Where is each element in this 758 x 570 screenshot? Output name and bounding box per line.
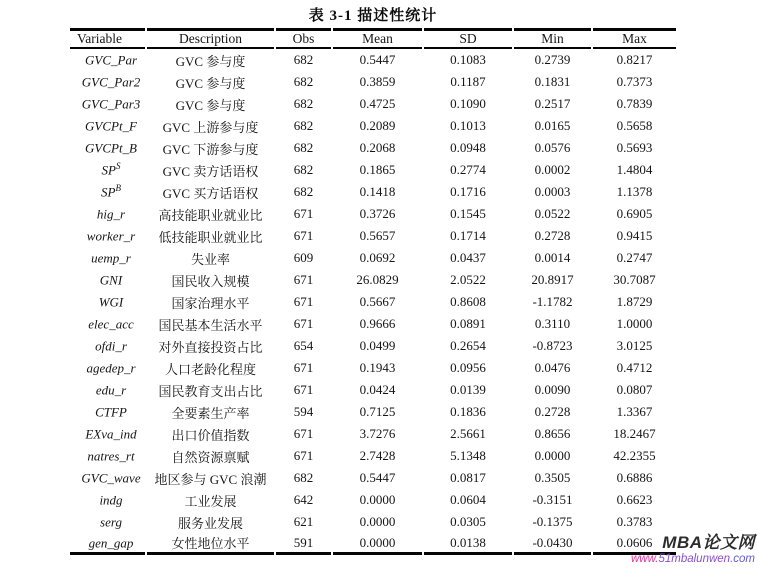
cell-variable bbox=[70, 401, 145, 423]
cell-description: 工业发展 bbox=[184, 493, 237, 509]
cell-mean: 0.9666 bbox=[359, 316, 396, 331]
cell-min: 0.0090 bbox=[534, 382, 571, 397]
variable-name: GVCPt_B bbox=[85, 140, 137, 156]
variable-name: uemp_r bbox=[91, 250, 131, 266]
cell-obs: 682 bbox=[293, 96, 314, 111]
cell-sd: 0.1836 bbox=[450, 404, 486, 419]
variable-name: GVC_Par3 bbox=[81, 96, 141, 112]
cell-obs: 671 bbox=[293, 316, 314, 331]
cell-min: 0.3505 bbox=[534, 470, 571, 485]
variable-name: GVC_Par2 bbox=[81, 74, 141, 90]
cell-mean: 26.0829 bbox=[356, 272, 399, 287]
variable-superscript: S bbox=[115, 161, 121, 172]
table-row bbox=[70, 247, 676, 269]
cell-min: 0.2728 bbox=[534, 404, 571, 419]
table-row bbox=[70, 137, 676, 159]
cell-mean: 0.0000 bbox=[359, 514, 396, 529]
cell-variable bbox=[70, 49, 145, 71]
variable-name: GVC_wave bbox=[81, 470, 141, 486]
table-row bbox=[70, 291, 676, 313]
watermark-url-tld: .com bbox=[730, 552, 755, 565]
cell-max: 0.6905 bbox=[616, 206, 653, 221]
cell-description: 高技能职业就业比 bbox=[158, 207, 263, 223]
table-row bbox=[70, 203, 676, 225]
cell-obs: 682 bbox=[293, 470, 314, 485]
table-row bbox=[70, 445, 676, 467]
cell-variable bbox=[70, 313, 145, 335]
cell-description: GVC 买方话语权 bbox=[162, 185, 259, 201]
cell-variable bbox=[70, 335, 145, 357]
cell-min: -0.3151 bbox=[532, 492, 573, 507]
cell-max: 1.1378 bbox=[616, 184, 653, 199]
cell-description: GVC 参与度 bbox=[175, 53, 246, 69]
cell-description: 人口老龄化程度 bbox=[164, 361, 256, 377]
cell-min: 0.8656 bbox=[534, 426, 571, 441]
cell-sd: 0.0817 bbox=[450, 470, 486, 485]
cell-mean: 0.0000 bbox=[359, 492, 396, 507]
column-header-description: Description bbox=[147, 28, 274, 49]
table-row bbox=[70, 533, 676, 555]
variable-superscript: B bbox=[115, 183, 121, 194]
cell-mean: 0.0424 bbox=[359, 382, 396, 397]
table-body bbox=[70, 49, 676, 555]
cell-sd: 0.1714 bbox=[450, 228, 486, 243]
cell-mean: 0.5447 bbox=[359, 52, 396, 67]
cell-max: 0.9415 bbox=[616, 228, 653, 243]
watermark-brand: MBA论文网 bbox=[662, 533, 755, 552]
cell-max: 18.2467 bbox=[613, 426, 656, 441]
cell-max: 1.4804 bbox=[616, 162, 653, 177]
cell-description: 国民收入规模 bbox=[171, 273, 250, 289]
cell-sd: 5.1348 bbox=[450, 448, 486, 463]
cell-sd: 0.0891 bbox=[450, 316, 486, 331]
cell-description: 地区参与 GVC 浪潮 bbox=[154, 471, 267, 487]
cell-min: -0.0430 bbox=[514, 533, 591, 555]
cell-variable bbox=[70, 467, 145, 489]
cell-variable bbox=[70, 291, 145, 313]
cell-sd: 0.0948 bbox=[450, 140, 486, 155]
table-row bbox=[70, 335, 676, 357]
cell-obs: 642 bbox=[293, 492, 314, 507]
cell-description: 自然资源禀赋 bbox=[171, 449, 250, 465]
column-header-mean: Mean bbox=[333, 28, 422, 49]
cell-description: 国民教育支出占比 bbox=[158, 383, 263, 399]
cell-min: 0.0014 bbox=[534, 250, 571, 265]
column-header-variable: Variable bbox=[70, 28, 145, 49]
table-row bbox=[70, 379, 676, 401]
cell-max: 0.3783 bbox=[616, 514, 653, 529]
variable-name: GVC_Par bbox=[85, 52, 137, 68]
cell-obs: 671 bbox=[293, 228, 314, 243]
table-row bbox=[70, 489, 676, 511]
cell-mean: 0.7125 bbox=[359, 404, 396, 419]
cell-sd: 0.1187 bbox=[450, 74, 486, 89]
table-header-row bbox=[70, 28, 676, 49]
cell-sd: 0.0956 bbox=[450, 360, 486, 375]
variable-name: WGI bbox=[98, 294, 124, 310]
cell-mean: 0.5667 bbox=[359, 294, 396, 309]
cell-min: 0.0165 bbox=[534, 118, 571, 133]
column-header-obs: Obs bbox=[276, 28, 331, 49]
table-row bbox=[70, 401, 676, 423]
cell-variable bbox=[70, 511, 145, 533]
cell-max: 1.3367 bbox=[616, 404, 653, 419]
cell-obs: 682 bbox=[293, 162, 314, 177]
cell-description: GVC 上游参与度 bbox=[162, 119, 259, 135]
cell-variable bbox=[70, 423, 145, 445]
cell-sd: 0.1083 bbox=[450, 52, 486, 67]
cell-variable bbox=[70, 225, 145, 247]
cell-obs: 654 bbox=[293, 338, 314, 353]
cell-sd: 2.5661 bbox=[450, 426, 486, 441]
cell-sd: 0.0139 bbox=[450, 382, 486, 397]
cell-obs: 671 bbox=[293, 294, 314, 309]
cell-sd: 0.1013 bbox=[450, 118, 486, 133]
variable-name: hig_r bbox=[96, 206, 126, 222]
table-row bbox=[70, 423, 676, 445]
cell-variable bbox=[70, 203, 145, 225]
cell-sd: 0.2654 bbox=[450, 338, 486, 353]
cell-obs: 594 bbox=[293, 404, 314, 419]
cell-variable bbox=[70, 445, 145, 467]
variable-name: SP bbox=[101, 162, 116, 178]
column-header-min: Min bbox=[514, 28, 591, 49]
table-row bbox=[70, 181, 676, 203]
cell-max: 0.0606 bbox=[593, 533, 676, 555]
table-row bbox=[70, 269, 676, 291]
cell-mean: 0.3859 bbox=[359, 74, 396, 89]
watermark-url-www: www. bbox=[630, 552, 659, 565]
cell-min: 0.0002 bbox=[534, 162, 571, 177]
cell-variable bbox=[70, 357, 145, 379]
cell-variable bbox=[70, 181, 145, 203]
cell-obs: 682 bbox=[293, 52, 314, 67]
cell-mean: 0.1865 bbox=[359, 162, 396, 177]
table-row bbox=[70, 49, 676, 71]
cell-max: 0.7839 bbox=[616, 96, 653, 111]
cell-max: 0.8217 bbox=[616, 52, 653, 67]
cell-description: 全要素生产率 bbox=[171, 405, 250, 421]
cell-obs: 671 bbox=[293, 426, 314, 441]
cell-variable bbox=[70, 115, 145, 137]
cell-min: 0.0576 bbox=[534, 140, 571, 155]
cell-description: 出口价值指数 bbox=[171, 427, 250, 443]
cell-max: 0.2747 bbox=[616, 250, 653, 265]
cell-obs: 682 bbox=[293, 74, 314, 89]
cell-min: 0.1831 bbox=[534, 74, 571, 89]
cell-mean: 0.2068 bbox=[359, 140, 396, 155]
cell-max: 0.6623 bbox=[616, 492, 653, 507]
cell-sd: 0.0305 bbox=[450, 514, 486, 529]
cell-max: 0.5658 bbox=[616, 118, 653, 133]
cell-max: 1.8729 bbox=[616, 294, 653, 309]
cell-obs: 671 bbox=[293, 272, 314, 287]
cell-description: GVC 参与度 bbox=[175, 75, 246, 91]
cell-obs: 682 bbox=[293, 118, 314, 133]
cell-variable bbox=[70, 489, 145, 511]
cell-mean: 0.3726 bbox=[359, 206, 396, 221]
variable-name: elec_acc bbox=[88, 316, 134, 332]
variable-name: GVCPt_F bbox=[85, 118, 137, 134]
cell-obs: 682 bbox=[293, 184, 314, 199]
column-header-max: Max bbox=[593, 28, 676, 49]
variable-name: worker_r bbox=[86, 228, 136, 244]
variable-name: EXva_ind bbox=[85, 426, 137, 442]
cell-mean: 3.7276 bbox=[359, 426, 396, 441]
cell-description: 服务业发展 bbox=[177, 515, 243, 531]
cell-mean: 0.1418 bbox=[359, 184, 396, 199]
cell-max: 1.0000 bbox=[616, 316, 653, 331]
cell-obs: 671 bbox=[293, 206, 314, 221]
cell-sd: 2.0522 bbox=[450, 272, 486, 287]
cell-mean: 0.0692 bbox=[359, 250, 396, 265]
table-row bbox=[70, 115, 676, 137]
cell-mean: 0.2089 bbox=[359, 118, 396, 133]
cell-max: 42.2355 bbox=[613, 448, 656, 463]
cell-obs: 682 bbox=[293, 140, 314, 155]
cell-obs: 671 bbox=[293, 448, 314, 463]
cell-min: 0.0476 bbox=[534, 360, 571, 375]
cell-variable bbox=[70, 71, 145, 93]
table-row bbox=[70, 159, 676, 181]
cell-max: 30.7087 bbox=[613, 272, 656, 287]
cell-min: 0.0003 bbox=[534, 184, 571, 199]
cell-mean: 0.5657 bbox=[359, 228, 396, 243]
table-row bbox=[70, 71, 676, 93]
cell-sd: 0.2774 bbox=[450, 162, 486, 177]
cell-sd: 0.1090 bbox=[450, 96, 486, 111]
variable-name: indg bbox=[99, 492, 123, 508]
table-row bbox=[70, 357, 676, 379]
cell-min: 0.0000 bbox=[534, 448, 571, 463]
cell-mean: 0.1943 bbox=[359, 360, 396, 375]
table-row bbox=[70, 511, 676, 533]
cell-description: 低技能职业就业比 bbox=[158, 229, 263, 245]
cell-variable bbox=[70, 247, 145, 269]
column-header-sd: SD bbox=[424, 28, 512, 49]
variable-name: CTFP bbox=[95, 404, 127, 420]
cell-description: 国民基本生活水平 bbox=[158, 317, 263, 333]
cell-description: GVC 下游参与度 bbox=[162, 141, 259, 157]
variable-name: natres_rt bbox=[87, 448, 135, 464]
cell-min: -1.1782 bbox=[532, 294, 573, 309]
cell-sd: 0.8608 bbox=[450, 294, 486, 309]
cell-variable bbox=[70, 533, 145, 555]
cell-max: 0.7373 bbox=[616, 74, 653, 89]
cell-min: 0.2517 bbox=[534, 96, 571, 111]
cell-description: 国家治理水平 bbox=[171, 295, 250, 311]
cell-min: 0.0522 bbox=[534, 206, 571, 221]
cell-variable bbox=[70, 159, 145, 181]
watermark bbox=[631, 534, 755, 565]
cell-sd: 0.0437 bbox=[450, 250, 486, 265]
cell-obs: 621 bbox=[293, 514, 314, 529]
cell-variable bbox=[70, 93, 145, 115]
cell-description: 女性地位水平 bbox=[147, 533, 274, 555]
cell-min: 20.8917 bbox=[531, 272, 574, 287]
cell-max: 3.0125 bbox=[616, 338, 653, 353]
cell-min: -0.1375 bbox=[532, 514, 573, 529]
variable-name: SP bbox=[101, 184, 116, 200]
cell-mean: 0.4725 bbox=[359, 96, 396, 111]
cell-min: -0.8723 bbox=[532, 338, 573, 353]
cell-sd: 0.0138 bbox=[424, 533, 512, 555]
cell-variable bbox=[70, 269, 145, 291]
cell-min: 0.3110 bbox=[534, 316, 571, 331]
variable-name: ofdi_r bbox=[95, 338, 127, 354]
cell-description: GVC 卖方话语权 bbox=[162, 163, 259, 179]
cell-obs: 671 bbox=[293, 360, 314, 375]
cell-sd: 0.1716 bbox=[450, 184, 486, 199]
variable-name: GNI bbox=[99, 272, 123, 288]
cell-mean: 0.0499 bbox=[359, 338, 396, 353]
cell-mean: 0.0000 bbox=[333, 533, 422, 555]
cell-obs: 671 bbox=[293, 382, 314, 397]
descriptive-statistics-table bbox=[68, 28, 678, 555]
variable-name: edu_r bbox=[95, 382, 127, 398]
cell-mean: 2.7428 bbox=[359, 448, 396, 463]
cell-max: 0.6886 bbox=[616, 470, 653, 485]
variable-name: agedep_r bbox=[86, 360, 136, 376]
table-title: 表 3-1 描述性统计 bbox=[308, 8, 438, 24]
cell-description: 对外直接投资占比 bbox=[158, 339, 263, 355]
cell-sd: 0.1545 bbox=[450, 206, 486, 221]
variable-name: serg bbox=[100, 514, 122, 530]
cell-min: 0.2728 bbox=[534, 228, 571, 243]
variable-name: gen_gap bbox=[88, 535, 134, 551]
cell-obs: 609 bbox=[293, 250, 314, 265]
cell-sd: 0.0604 bbox=[450, 492, 486, 507]
cell-obs: 591 bbox=[276, 533, 331, 555]
cell-variable bbox=[70, 137, 145, 159]
cell-max: 0.5693 bbox=[616, 140, 653, 155]
table-row bbox=[70, 225, 676, 247]
cell-mean: 0.5447 bbox=[359, 470, 396, 485]
table-row bbox=[70, 467, 676, 489]
watermark-url bbox=[631, 553, 755, 565]
watermark-url-domain: 51mbalunwen bbox=[658, 552, 731, 565]
cell-min: 0.2739 bbox=[534, 52, 571, 67]
cell-description: 失业率 bbox=[190, 251, 230, 267]
cell-max: 0.0807 bbox=[616, 382, 653, 397]
cell-max: 0.4712 bbox=[616, 360, 653, 375]
table-row bbox=[70, 93, 676, 115]
cell-variable bbox=[70, 379, 145, 401]
cell-description: GVC 参与度 bbox=[175, 97, 246, 113]
table-row bbox=[70, 313, 676, 335]
